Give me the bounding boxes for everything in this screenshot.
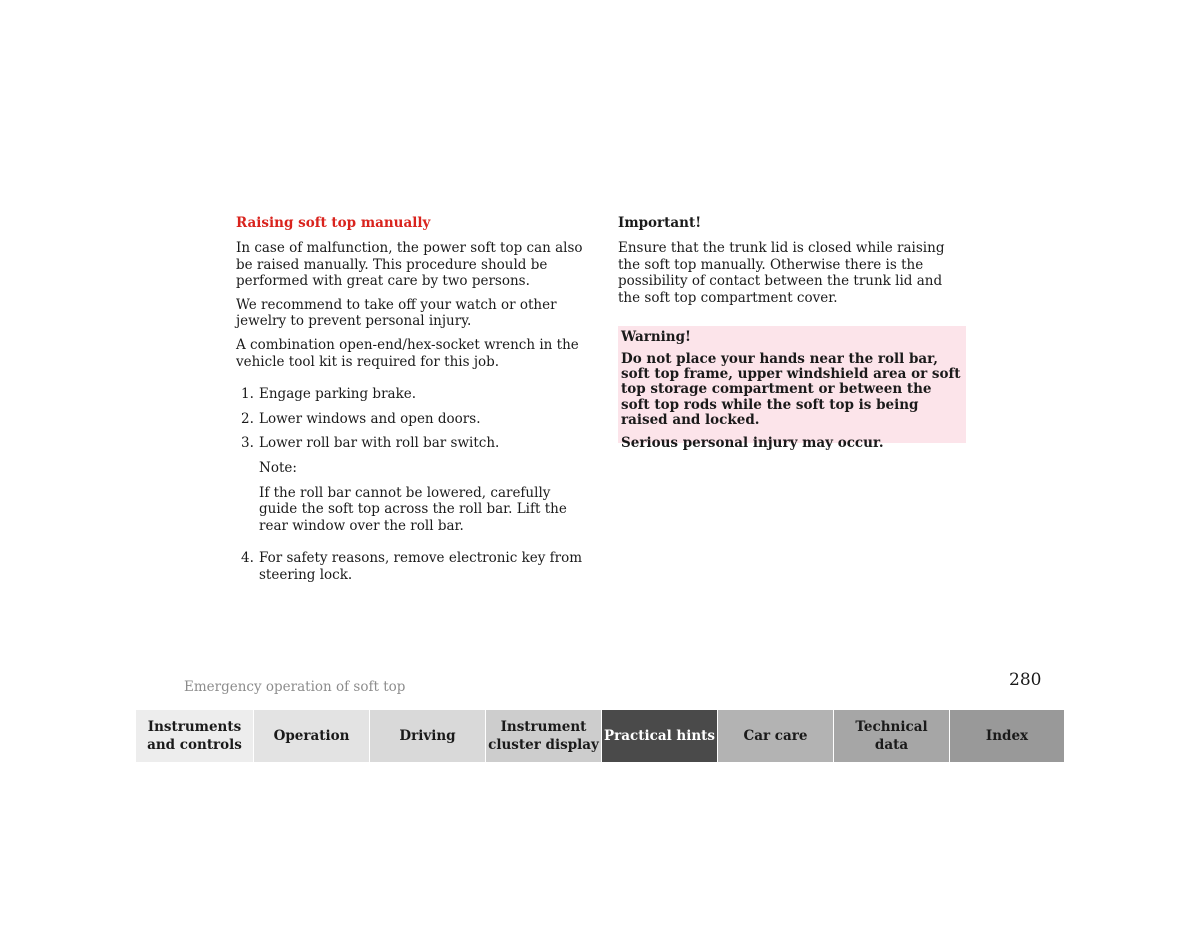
- step-4: [236, 550, 586, 583]
- tab-instruments-and-controls[interactable]: Instruments and controls: [136, 710, 253, 762]
- tab-technical-data[interactable]: Technical data: [833, 710, 949, 762]
- step-number: 1.: [241, 386, 254, 403]
- chapter-nav: [136, 710, 1064, 762]
- warning-box: [618, 326, 966, 452]
- warning-title: Warning!: [621, 329, 691, 345]
- step-number: 4.: [241, 550, 254, 567]
- step-number: 3.: [241, 435, 254, 452]
- step-1: [236, 386, 586, 403]
- note-label: Note:: [259, 459, 297, 476]
- page-number: 280: [1009, 670, 1042, 690]
- tab-operation[interactable]: Operation: [253, 710, 369, 762]
- step-3: [236, 435, 586, 542]
- step-text: Lower windows and open doors.: [259, 410, 481, 427]
- tab-practical-hints[interactable]: Practical hints: [601, 710, 717, 762]
- step-number: 2.: [241, 410, 254, 427]
- step-2: [236, 411, 586, 428]
- left-column: [236, 215, 586, 592]
- section-heading: Raising soft top manually: [236, 215, 431, 231]
- jewelry-paragraph: We recommend to take off your watch or other jewelry to prevent personal injury.: [236, 296, 557, 330]
- tab-driving[interactable]: Driving: [369, 710, 485, 762]
- warning-text: Do not place your hands near the roll bar, soft top frame, upper windshield area or soft top storage compartment or between the soft top rods while the soft top is being raised and locked.: [621, 351, 961, 428]
- step-text: Lower roll bar with roll bar switch.: [259, 435, 500, 452]
- procedure-steps: [236, 386, 586, 583]
- tab-index[interactable]: Index: [949, 710, 1064, 762]
- right-column: [618, 215, 968, 313]
- tab-instrument-cluster-display[interactable]: Instrument cluster display: [485, 710, 601, 762]
- section-footer-title: Emergency operation of soft top: [184, 679, 406, 695]
- important-heading: Important!: [618, 215, 702, 231]
- tab-car-care[interactable]: Car care: [717, 710, 833, 762]
- intro-paragraph: In case of malfunction, the power soft top can also be raised manually. This procedure should be performed with great care by two persons.: [236, 240, 583, 290]
- step-text: Engage parking brake.: [259, 386, 417, 403]
- important-text: Ensure that the trunk lid is closed while raising the soft top manually. Otherwise there is the possibility of contact between the trunk lid and the soft top compartment cover.: [618, 240, 945, 306]
- step-text: For safety reasons, remove electronic key from steering lock.: [259, 550, 583, 583]
- warning-text-2: Serious personal injury may occur.: [621, 435, 884, 452]
- wrench-paragraph: A combination open-end/hex-socket wrench in the vehicle tool kit is required for this job.: [236, 336, 579, 370]
- note-text: If the roll bar cannot be lowered, carefully guide the soft top across the roll bar. Lift the rear window over the roll bar.: [259, 484, 567, 534]
